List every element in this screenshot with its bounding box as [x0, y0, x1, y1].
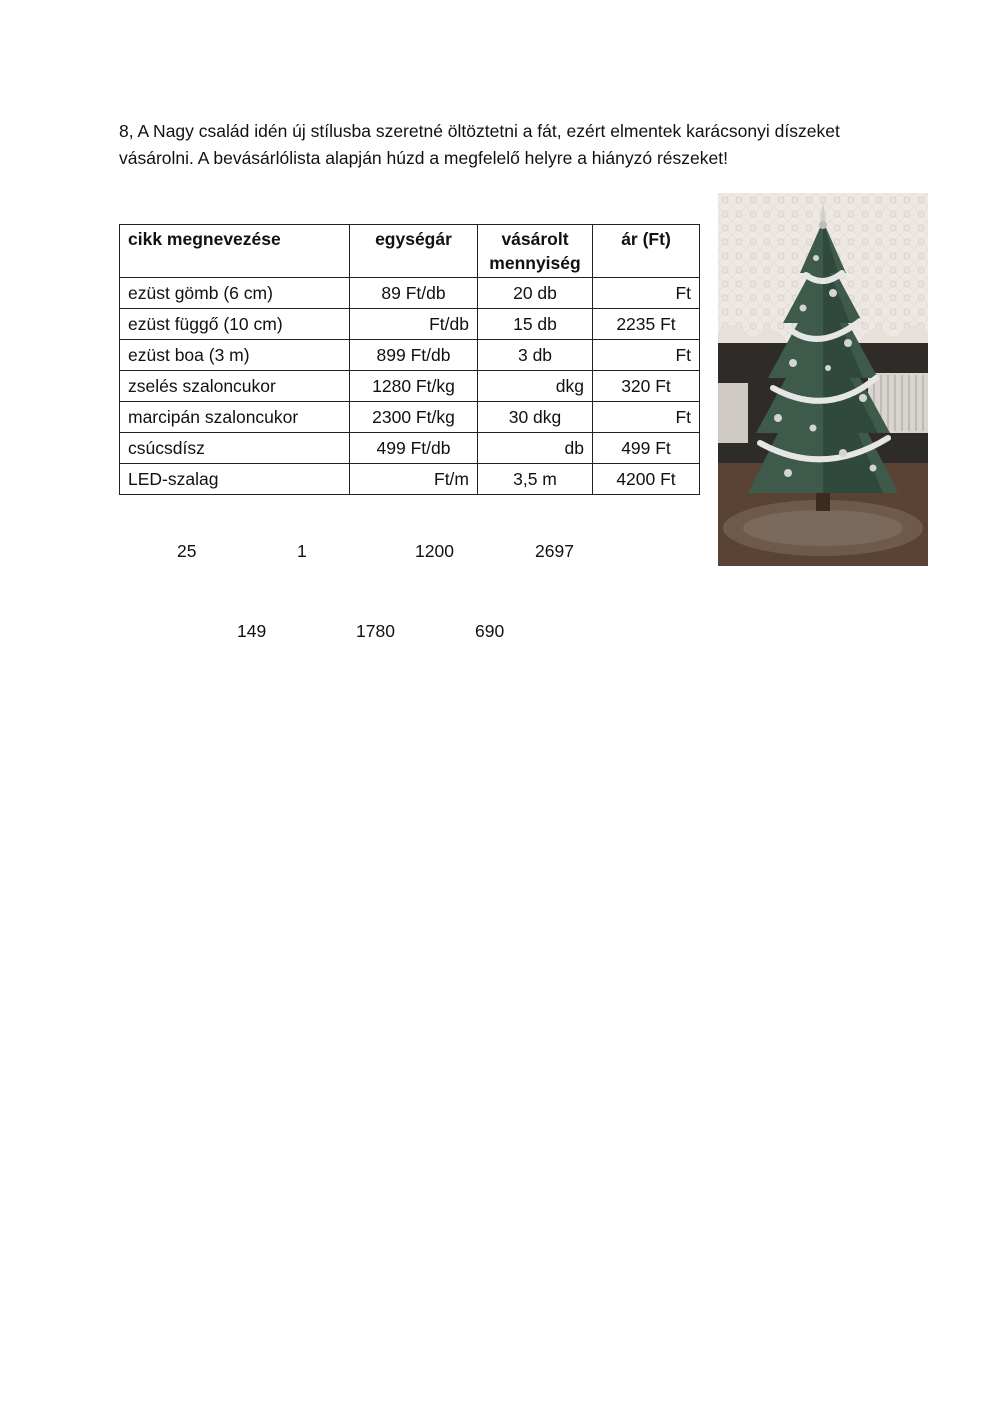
table-row — [120, 464, 700, 495]
quantity-drop-cell[interactable]: db — [478, 433, 593, 464]
instruction-line-2: vásárolni. A bevásárlólista alapján húzd a megfelelő helyre a hiányzó részeket! — [119, 148, 728, 168]
table-row — [120, 371, 700, 402]
item-cell: csúcsdísz — [120, 433, 350, 464]
header-item: cikk megnevezése — [120, 225, 350, 278]
header-quantity-line-1: vásárolt — [501, 229, 569, 249]
answer-tile[interactable]: 1780 — [356, 621, 395, 641]
header-quantity — [478, 225, 593, 278]
quantity-drop-cell[interactable]: dkg — [478, 371, 593, 402]
quantity-cell: 15 db — [478, 309, 593, 340]
table-header-row — [120, 225, 700, 278]
quantity-cell: 20 db — [478, 278, 593, 309]
price-drop-cell[interactable]: Ft — [593, 278, 700, 309]
answer-tile[interactable]: 1200 — [415, 541, 454, 561]
unit-price-drop-cell[interactable]: Ft/m — [350, 464, 478, 495]
christmas-tree-illustration — [718, 193, 928, 566]
price-drop-cell[interactable]: Ft — [593, 340, 700, 371]
answer-tile[interactable]: 149 — [237, 621, 267, 641]
header-unit-price: egységár — [350, 225, 478, 278]
price-drop-cell[interactable]: Ft — [593, 402, 700, 433]
table-row — [120, 340, 700, 371]
table-row — [120, 309, 700, 340]
item-cell: marcipán szaloncukor — [120, 402, 350, 433]
shopping-list-table — [119, 224, 700, 495]
item-cell: ezüst függő (10 cm) — [120, 309, 350, 340]
table-row — [120, 433, 700, 464]
answer-tile[interactable]: 2697 — [535, 541, 574, 561]
task-instruction — [119, 118, 909, 172]
quantity-cell: 3 db — [478, 340, 593, 371]
answer-tile[interactable]: 690 — [475, 621, 505, 641]
unit-price-drop-cell[interactable]: Ft/db — [350, 309, 478, 340]
instruction-line-1: 8, A Nagy család idén új stílusba szeretné öltöztetni a fát, ezért elmentek karácsonyi díszeket — [119, 121, 840, 141]
item-cell: zselés szaloncukor — [120, 371, 350, 402]
table-row — [120, 278, 700, 309]
quantity-cell: 3,5 m — [478, 464, 593, 495]
price-cell: 320 Ft — [593, 371, 700, 402]
item-cell: LED-szalag — [120, 464, 350, 495]
unit-price-cell: 1280 Ft/kg — [350, 371, 478, 402]
unit-price-cell: 2300 Ft/kg — [350, 402, 478, 433]
quantity-cell: 30 dkg — [478, 402, 593, 433]
answer-tile[interactable]: 25 — [177, 541, 197, 561]
answer-tile[interactable]: 1 — [297, 541, 307, 561]
table-row — [120, 402, 700, 433]
price-cell: 499 Ft — [593, 433, 700, 464]
header-price: ár (Ft) — [593, 225, 700, 278]
item-cell: ezüst boa (3 m) — [120, 340, 350, 371]
christmas-tree-photo — [718, 193, 928, 566]
price-cell: 2235 Ft — [593, 309, 700, 340]
unit-price-cell: 499 Ft/db — [350, 433, 478, 464]
unit-price-cell: 899 Ft/db — [350, 340, 478, 371]
price-cell: 4200 Ft — [593, 464, 700, 495]
header-quantity-line-2: mennyiség — [489, 253, 581, 273]
item-cell: ezüst gömb (6 cm) — [120, 278, 350, 309]
unit-price-cell: 89 Ft/db — [350, 278, 478, 309]
